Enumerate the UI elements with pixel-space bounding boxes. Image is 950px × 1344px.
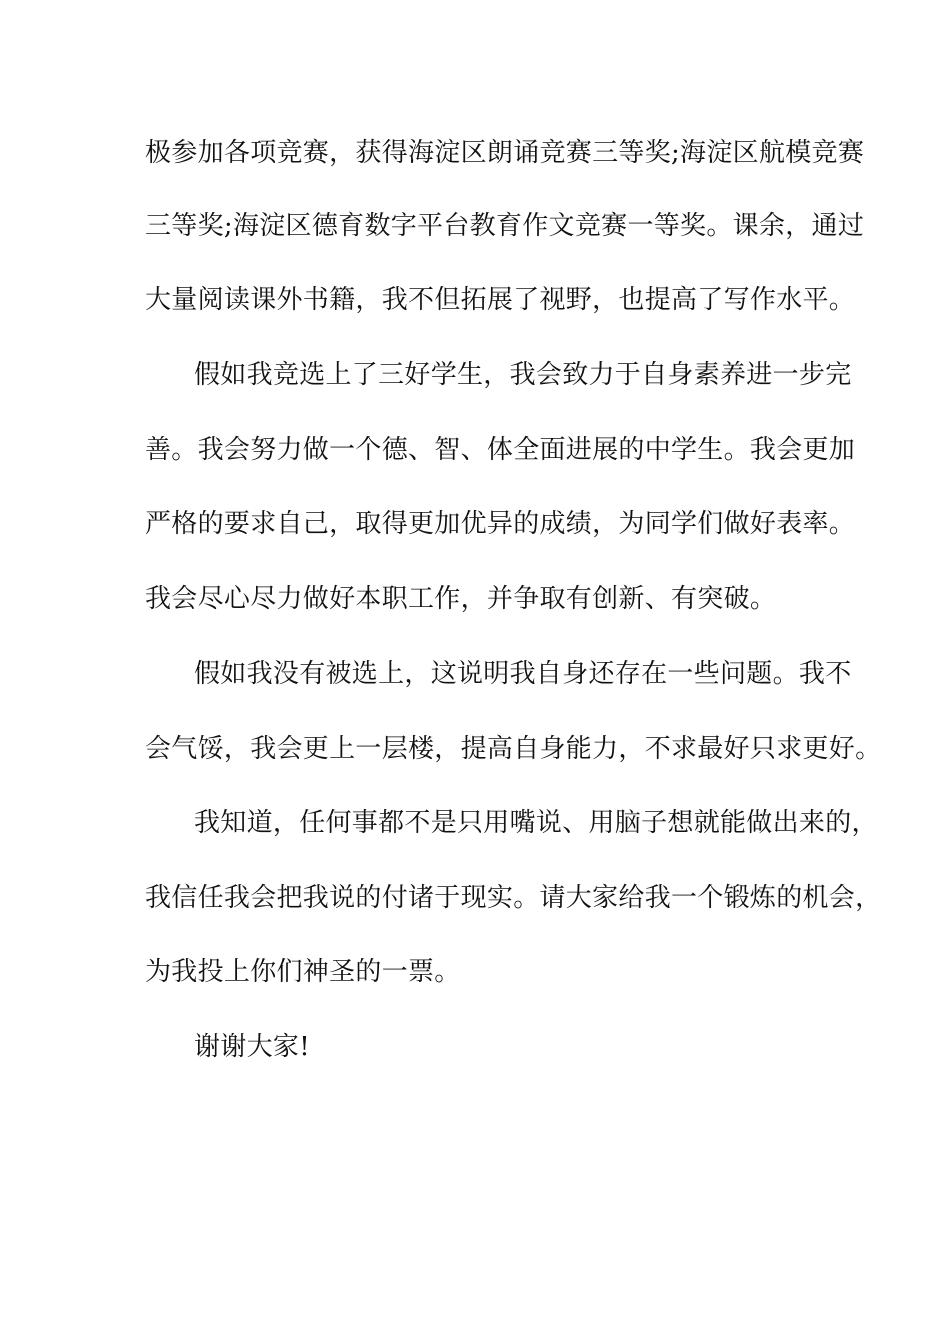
paragraph-start-line: 我知道，任何事都不是只用嘴说、用脑子想就能做出来的， <box>194 808 878 838</box>
text-line-5: 善。我会努力做一个德、智、体全面进展的中学生。我会更加 <box>145 435 856 465</box>
text-line-11: 我信任我会把我说的付诸于现实。请大家给我一个锻炼的机会， <box>145 883 882 913</box>
closing-line: 谢谢大家! <box>194 1032 310 1062</box>
paragraph-start-line: 假如我竞选上了三好学生，我会致力于自身素养进一步完 <box>194 360 852 390</box>
text-line-7: 我会尽心尽力做好本职工作，并争取有创新、有突破。 <box>145 584 777 614</box>
text-line-9: 会气馁，我会更上一层楼，提高自身能力，不求最好只求更好。 <box>145 734 882 764</box>
text-line-3: 大量阅读课外书籍，我不但拓展了视野，也提高了写作水平。 <box>145 285 856 315</box>
text-line-12: 为我投上你们神圣的一票。 <box>145 957 461 987</box>
paragraph-start-line: 假如我没有被选上，这说明我自身还存在一些问题。我不 <box>194 659 852 689</box>
text-line-1: 极参加各项竞赛，获得海淀区朗诵竞赛三等奖;海淀区航模竞赛 <box>145 138 865 168</box>
text-line-2: 三等奖;海淀区德育数字平台教育作文竞赛一等奖。课余，通过 <box>145 211 865 241</box>
text-line-6: 严格的要求自己，取得更加优异的成绩，为同学们做好表率。 <box>145 509 856 539</box>
